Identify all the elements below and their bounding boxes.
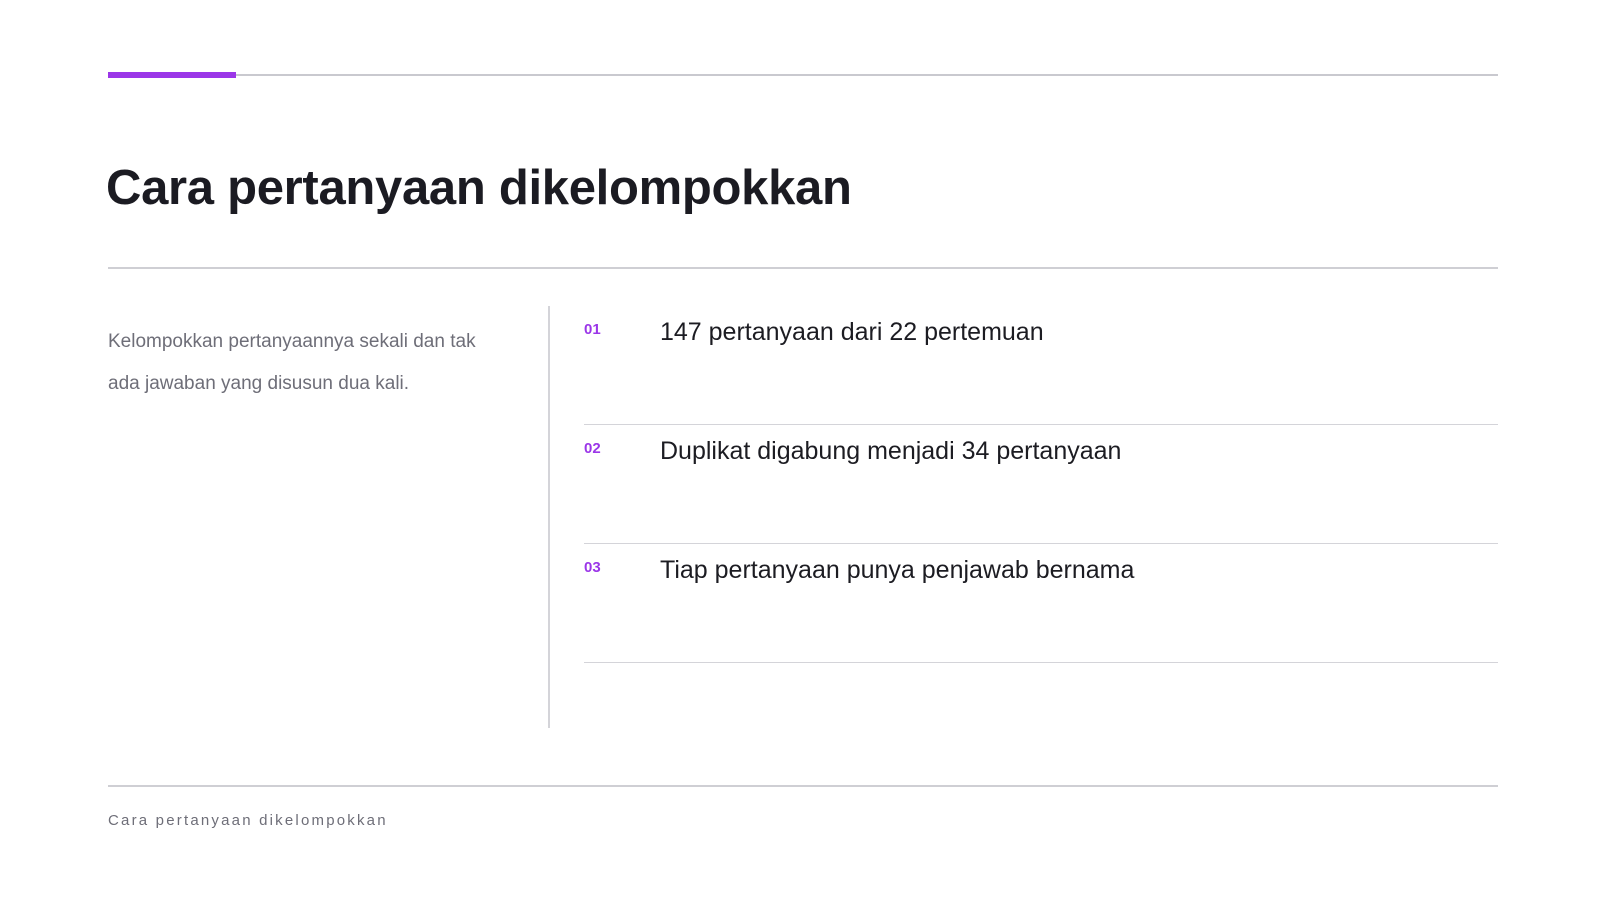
slide-title: Cara pertanyaan dikelompokkan [106, 161, 852, 215]
item-number: 03 [584, 559, 601, 576]
item-number: 01 [584, 321, 601, 338]
footer-divider [108, 785, 1498, 787]
item-number: 02 [584, 440, 601, 457]
footer-label: Cara pertanyaan dikelompokkan [108, 812, 388, 829]
list-item [584, 425, 1498, 544]
header-accent-bar [108, 72, 236, 78]
list-item [584, 544, 1498, 663]
item-text: Duplikat digabung menjadi 34 pertanyaan [660, 437, 1122, 465]
item-text: Tiap pertanyaan punya penjawab bernama [660, 556, 1135, 584]
item-text: 147 pertanyaan dari 22 pertemuan [660, 318, 1044, 346]
title-divider [108, 267, 1498, 269]
header-rule [108, 74, 1498, 76]
column-divider [548, 306, 550, 728]
point-list [584, 306, 1498, 663]
intro-text: Kelompokkan pertanyaannya sekali dan tak ada jawaban yang disusun dua kali. [108, 331, 476, 394]
list-item [584, 306, 1498, 425]
